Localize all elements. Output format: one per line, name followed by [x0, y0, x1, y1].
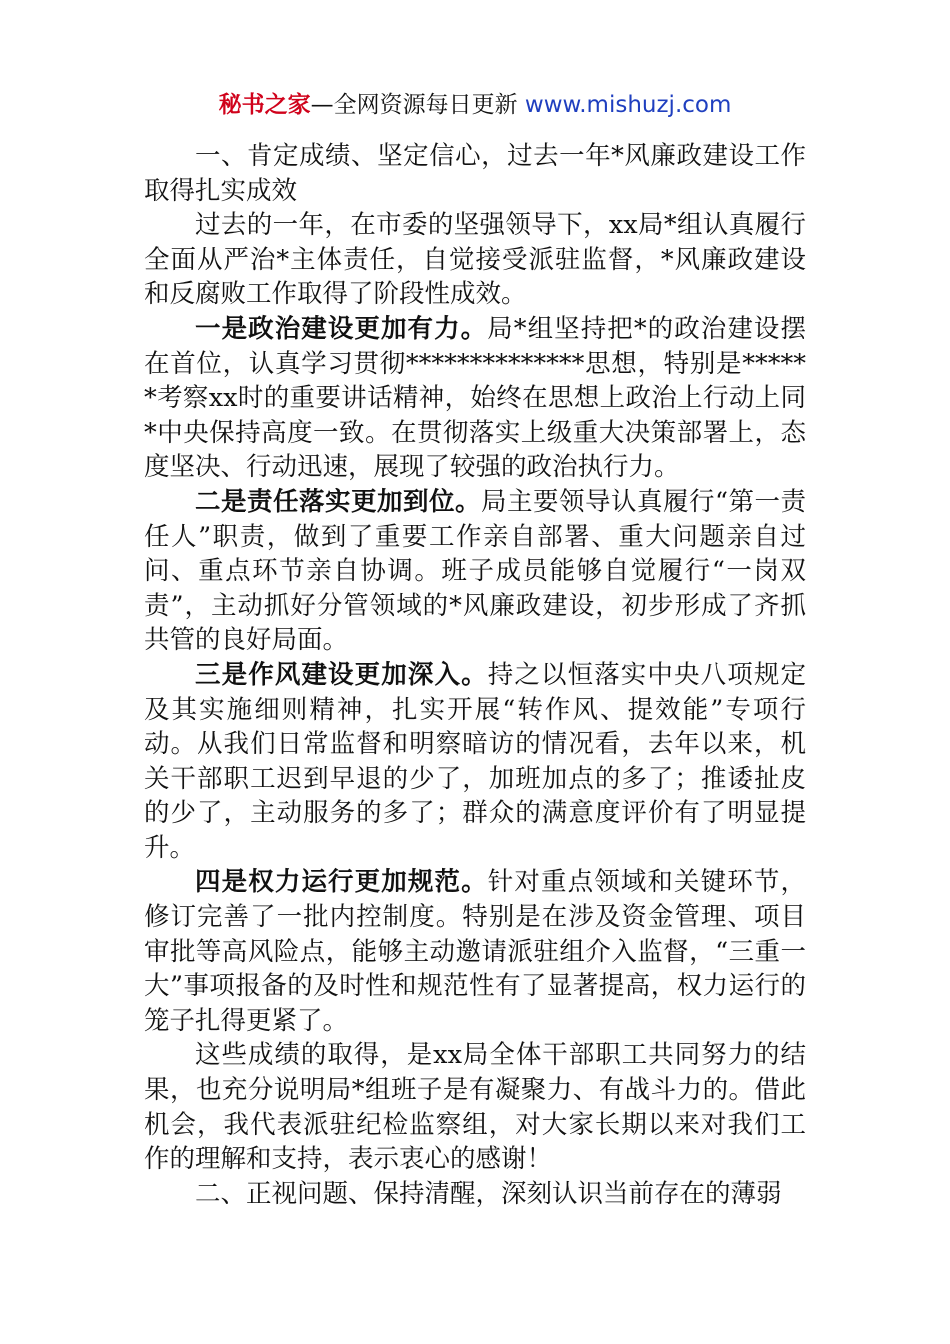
paragraph-lead: 四是权力运行更加规范。 [195, 867, 488, 898]
paragraph-text: 这些成绩的取得，是xx局全体干部职工共同努力的结果，也充分说明局*组班子是有凝聚力、有战斗力的。借此机会，我代表派驻纪检监察组，对大家长期以来对我们工作的理解和支持，表示衷心的感谢！ [144, 1040, 806, 1175]
paragraph-point-1 [144, 312, 806, 485]
paragraph-point-4 [144, 865, 806, 1038]
paragraph-lead: 一是政治建设更加有力。 [195, 313, 488, 344]
paragraph-lead: 二是责任落实更加到位。 [195, 486, 481, 517]
paragraph-text: 持之以恒落实中央八项规定及其实施细则精神，扎实开展“转作风、提效能”专项行动。从我们日常监督和明察暗访的情况看，去年以来，机关干部职工迟到早退的少了，加班加点的多了；推诿扯皮的少了，主动服务的多了；群众的满意度评价有了明显提升。 [144, 659, 806, 863]
paragraph-text: 局主要领导认真履行“第一责任人”职责，做到了重要工作亲自部署、重大问题亲自过问、重点环节亲自协调。班子成员能够自觉履行“一岗双责”，主动抓好分管领域的*风廉政建设，初步形成了齐抓共管的良好局面。 [144, 486, 806, 656]
paragraph-text: 二、正视问题、保持清醒，深刻认识当前存在的薄弱 [195, 1178, 782, 1209]
paragraph-text: 针对重点领域和关键环节，修订完善了一批内控制度。特别是在涉及资金管理、项目审批等高风险点，能够主动邀请派驻组介入监督，“三重一大”事项报备的及时性和规范性有了显著提高，权力运行的笼子扎得更紧了。 [144, 867, 806, 1036]
paragraph-point-3 [144, 658, 806, 866]
site-brand: 秘书之家 [218, 92, 311, 118]
paragraph-text: 局*组坚持把*的政治建设摆在首位，认真学习贯彻**************思想，特别是******考察xx时的重要讲话精神，始终在思想上政治上行动上同*中央保持高度一致。在贯彻落实上级重大决策部署上，态度坚决、行动迅速，展现了较强的政治执行力。 [144, 313, 806, 483]
document-body [144, 139, 806, 1211]
paragraph-intro [144, 208, 806, 312]
section-heading-2 [144, 1177, 806, 1212]
section-heading-1 [144, 139, 806, 208]
paragraph-point-2 [144, 485, 806, 658]
site-header [0, 88, 950, 122]
site-slogan: —全网资源每日更新 [310, 92, 525, 118]
paragraph-text: 过去的一年，在市委的坚强领导下，xx局*组认真履行全面从严治*主体责任，自觉接受派驻监督，*风廉政建设和反腐败工作取得了阶段性成效。 [144, 210, 806, 310]
site-url-link[interactable]: www.mishuzj.com [524, 92, 732, 118]
paragraph-text: 一、肯定成绩、坚定信心，过去一年*风廉政建设工作取得扎实成效 [144, 141, 806, 206]
paragraph-lead: 三是作风建设更加深入。 [195, 659, 488, 690]
paragraph-thanks [144, 1038, 806, 1176]
